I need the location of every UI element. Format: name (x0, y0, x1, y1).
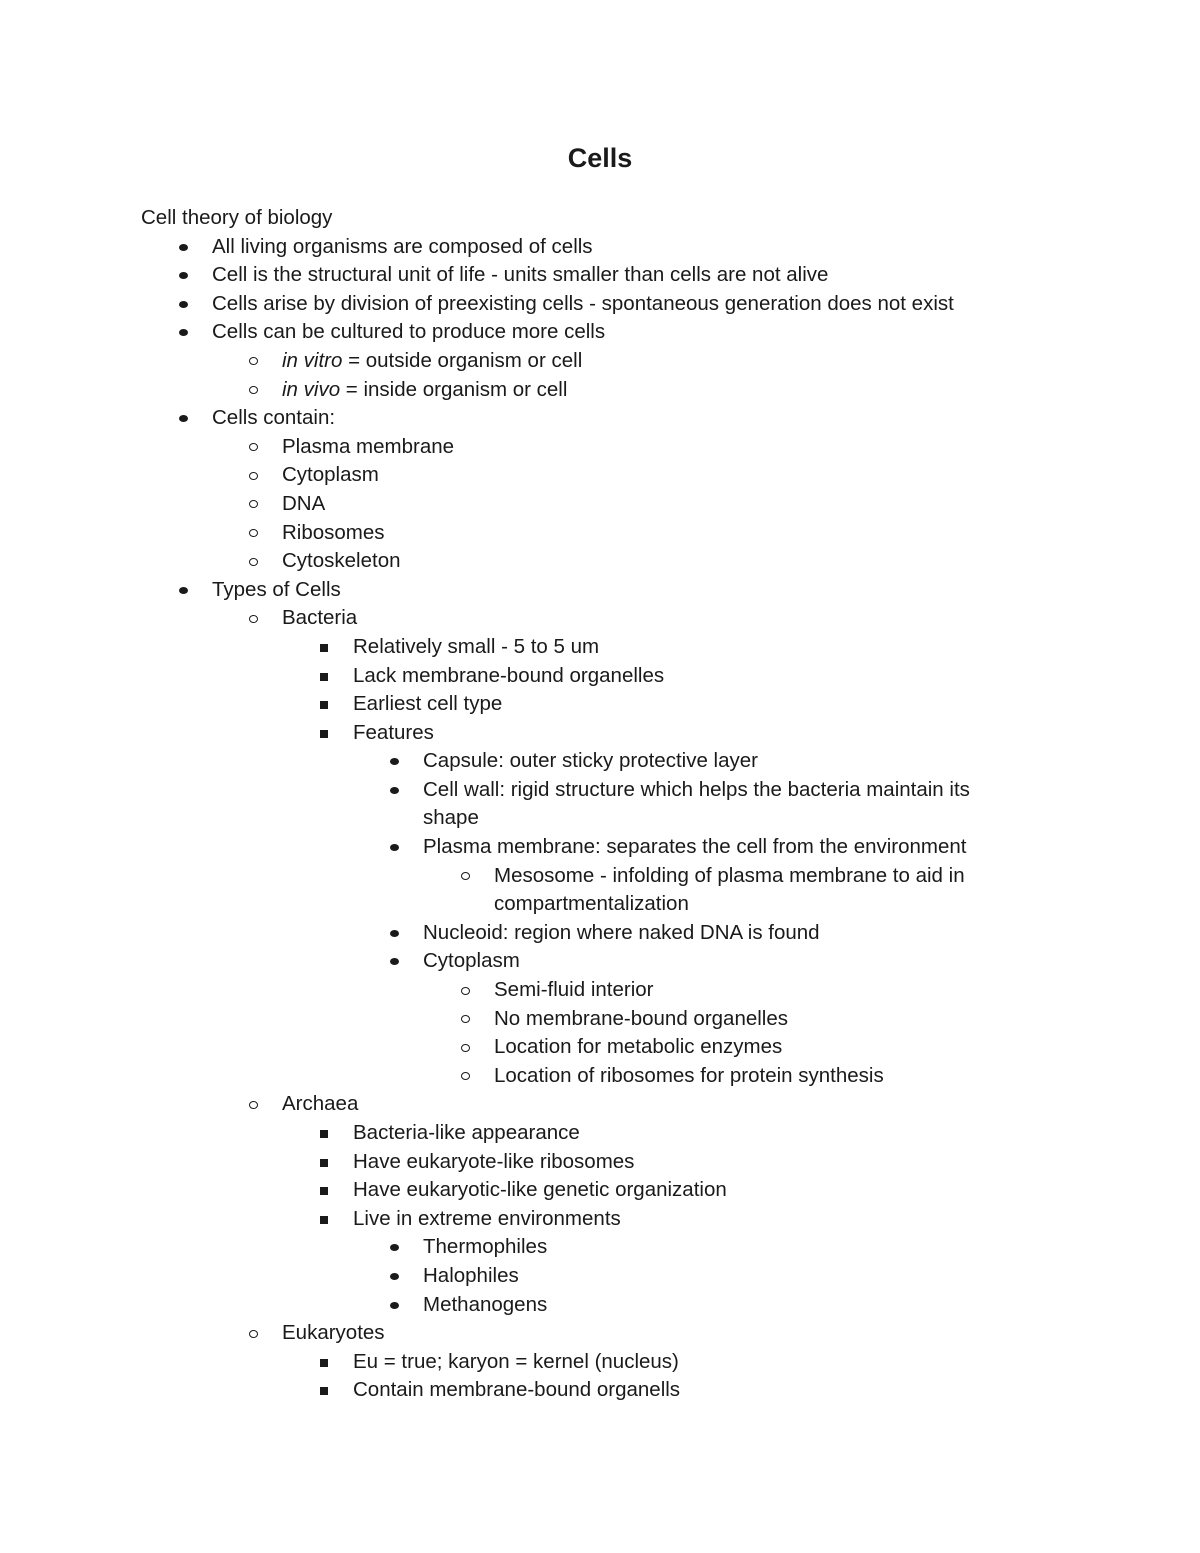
bullet-disc-icon (388, 776, 408, 805)
bullet-disc-icon (388, 1291, 408, 1320)
list-item: Eukaryotes (141, 1319, 1041, 1348)
list-item: Location of ribosomes for protein synthesis (141, 1062, 1041, 1091)
list-item: Location for metabolic enzymes (141, 1033, 1041, 1062)
bullet-disc-icon (177, 290, 197, 319)
list-item: Methanogens (141, 1291, 1041, 1320)
bullet-disc-icon (388, 919, 408, 948)
term-in-vivo: in vivo (282, 377, 341, 401)
bullet-disc-icon (388, 1262, 408, 1291)
bullet-disc-icon (388, 1233, 408, 1262)
bullet-circle-icon (247, 433, 267, 462)
list-item: Types of Cells (141, 576, 1041, 605)
term-definition: = inside organism or cell (340, 377, 568, 401)
bullet-circle-icon (247, 461, 267, 490)
list-item: Relatively small - 5 to 5 um (141, 633, 1041, 662)
bullet-circle-icon (459, 1005, 479, 1034)
bullet-circle-icon (459, 862, 479, 891)
list-item: Cells can be cultured to produce more cells (141, 318, 1041, 347)
list-item: Have eukaryote-like ribosomes (141, 1148, 1041, 1177)
list-item: Halophiles (141, 1262, 1041, 1291)
bullet-square-icon (318, 633, 338, 662)
list-item: Mesosome - infolding of plasma membrane to aid in compartmentalization (141, 862, 1041, 919)
list-item: Archaea (141, 1090, 1041, 1119)
list-item: Plasma membrane (141, 433, 1041, 462)
bullet-circle-icon (247, 490, 267, 519)
bullet-circle-icon (459, 976, 479, 1005)
list-item: Eu = true; karyon = kernel (nucleus) (141, 1348, 1041, 1377)
bullet-square-icon (318, 1176, 338, 1205)
bullet-square-icon (318, 1148, 338, 1177)
bullet-square-icon (318, 662, 338, 691)
list-item: Features (141, 719, 1041, 748)
list-item: Bacteria (141, 604, 1041, 633)
list-item: DNA (141, 490, 1041, 519)
bullet-disc-icon (177, 318, 197, 347)
bullet-square-icon (318, 1376, 338, 1405)
bullet-disc-icon (388, 833, 408, 862)
bullet-disc-icon (177, 576, 197, 605)
list-item: Earliest cell type (141, 690, 1041, 719)
bullet-circle-icon (247, 604, 267, 633)
list-item: No membrane-bound organelles (141, 1005, 1041, 1034)
list-item: Cells contain: (141, 404, 1041, 433)
bullet-square-icon (318, 690, 338, 719)
list-item: Semi-fluid interior (141, 976, 1041, 1005)
bullet-circle-icon (247, 547, 267, 576)
bullet-circle-icon (247, 347, 267, 376)
bullet-disc-icon (177, 404, 197, 433)
list-item (141, 376, 1041, 405)
list-item: All living organisms are composed of cells (141, 233, 1041, 262)
outline-list (141, 233, 1041, 1405)
bullet-disc-icon (388, 747, 408, 776)
bullet-circle-icon (247, 376, 267, 405)
list-item: Have eukaryotic-like genetic organization (141, 1176, 1041, 1205)
term-definition: = outside organism or cell (342, 348, 583, 372)
bullet-disc-icon (177, 233, 197, 262)
list-item: Cytoplasm (141, 461, 1041, 490)
section-heading: Cell theory of biology (141, 206, 333, 229)
bullet-circle-icon (459, 1033, 479, 1062)
list-item: Cells arise by division of preexisting cells - spontaneous generation does not exist (141, 290, 1041, 319)
list-item: Contain membrane-bound organells (141, 1376, 1041, 1405)
term-in-vitro: in vitro (282, 348, 343, 372)
bullet-square-icon (318, 719, 338, 748)
bullet-square-icon (318, 1348, 338, 1377)
bullet-square-icon (318, 1119, 338, 1148)
list-item: Nucleoid: region where naked DNA is found (141, 919, 1041, 948)
list-item: Live in extreme environments (141, 1205, 1041, 1234)
list-item: Ribosomes (141, 519, 1041, 548)
bullet-disc-icon (177, 261, 197, 290)
list-item: Cell wall: rigid structure which helps the bacteria maintain its shape (141, 776, 1041, 833)
list-item: Capsule: outer sticky protective layer (141, 747, 1041, 776)
bullet-circle-icon (247, 1090, 267, 1119)
list-item: Lack membrane-bound organelles (141, 662, 1041, 691)
bullet-circle-icon (247, 1319, 267, 1348)
bullet-square-icon (318, 1205, 338, 1234)
list-item: Cell is the structural unit of life - units smaller than cells are not alive (141, 261, 1041, 290)
bullet-circle-icon (247, 519, 267, 548)
list-item: Bacteria-like appearance (141, 1119, 1041, 1148)
bullet-circle-icon (459, 1062, 479, 1091)
list-item: Cytoskeleton (141, 547, 1041, 576)
list-item: Cytoplasm (141, 947, 1041, 976)
list-item: Plasma membrane: separates the cell from the environment (141, 833, 1041, 862)
bullet-disc-icon (388, 947, 408, 976)
page-title: Cells (567, 143, 633, 173)
list-item: Thermophiles (141, 1233, 1041, 1262)
list-item (141, 347, 1041, 376)
